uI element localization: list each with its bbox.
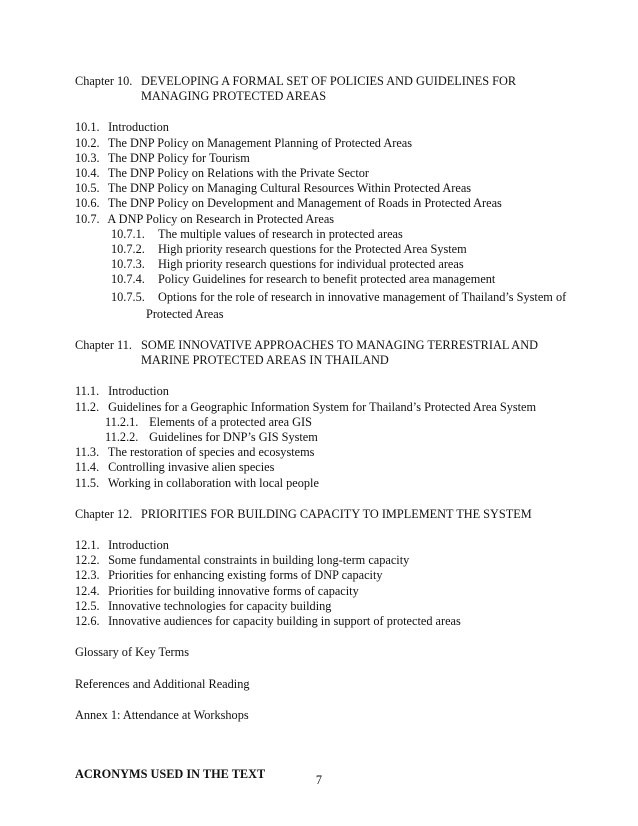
entry-text: Innovative audiences for capacity building in support of protected areas bbox=[108, 614, 461, 629]
entry-text: Guidelines for a Geographic Information System for Thailand’s Protected Area System bbox=[108, 399, 537, 414]
chapter-11-items bbox=[75, 384, 575, 490]
entry-text: The DNP Policy for Tourism bbox=[107, 150, 250, 165]
subentry-number: 11.2.2. bbox=[105, 430, 139, 445]
entry-number: 10.1. bbox=[75, 120, 100, 135]
toc-entry bbox=[75, 212, 575, 227]
toc-entry bbox=[75, 196, 575, 211]
toc-entry bbox=[75, 166, 575, 181]
chapter-10-items bbox=[75, 120, 575, 322]
chapter-title: SOME INNOVATIVE APPROACHES TO MANAGING TERRESTRIAL AND bbox=[141, 338, 538, 353]
subentry-text: The multiple values of research in protected areas bbox=[158, 226, 403, 241]
chapter-title-cont: MARINE PROTECTED AREAS IN THAILAND bbox=[141, 353, 389, 368]
entry-text: Introduction bbox=[108, 384, 169, 399]
entry-text: The DNP Policy on Development and Management of Roads in Protected Areas bbox=[107, 196, 502, 211]
toc-entry bbox=[75, 476, 575, 491]
subentry-number: 11.2.1. bbox=[105, 414, 139, 429]
entry-number: 10.5. bbox=[75, 181, 100, 196]
entry-number: 12.5. bbox=[75, 598, 100, 613]
entry-number: 12.3. bbox=[75, 568, 100, 583]
entry-number: 11.4. bbox=[75, 460, 100, 475]
subentry-number: 10.7.5. bbox=[111, 289, 145, 304]
subentry-text: High priority research questions for the Protected Area System bbox=[158, 242, 467, 257]
toc-subentry bbox=[75, 272, 575, 287]
entry-text: Innovative technologies for capacity building bbox=[108, 598, 332, 613]
chapter-12-items bbox=[75, 538, 575, 629]
subentry-number: 10.7.3. bbox=[111, 257, 145, 272]
toc-subentry bbox=[75, 430, 575, 445]
subentry-text: Options for the role of research in innovative management of Thailand’s System of bbox=[158, 289, 567, 304]
toc-subentry bbox=[75, 415, 575, 430]
toc-entry bbox=[75, 568, 575, 583]
toc-entry bbox=[75, 614, 575, 629]
entry-text: Some fundamental constraints in building long-term capacity bbox=[108, 553, 410, 568]
toc-entry bbox=[75, 538, 575, 553]
page-number: 7 bbox=[315, 773, 323, 787]
toc-entry bbox=[75, 384, 575, 399]
subentry-text: Policy Guidelines for research to benefit protected area management bbox=[158, 272, 496, 287]
toc-entry bbox=[75, 599, 575, 614]
subentry-number: 10.7.2. bbox=[111, 242, 145, 257]
toc-entry bbox=[75, 120, 575, 135]
subentry-text: Guidelines for DNP’s GIS System bbox=[149, 430, 318, 445]
entry-number: 12.4. bbox=[75, 583, 100, 598]
chapter-label: Chapter 11. bbox=[75, 338, 132, 353]
entry-text: The DNP Policy on Management Planning of Protected Areas bbox=[107, 135, 413, 150]
entry-text: A DNP Policy on Research in Protected Areas bbox=[107, 211, 335, 226]
entry-text: The DNP Policy on Relations with the Private Sector bbox=[107, 166, 370, 181]
chapter-label: Chapter 10. bbox=[75, 74, 133, 88]
entry-number: 11.3. bbox=[75, 445, 100, 460]
toc-entry bbox=[75, 553, 575, 568]
subentry-number: 10.7.4. bbox=[111, 272, 145, 287]
subentry-number: 10.7.1. bbox=[111, 226, 145, 241]
glossary-entry: Glossary of Key Terms bbox=[75, 645, 190, 660]
toc-entry bbox=[75, 181, 575, 196]
chapter-title: DEVELOPING A FORMAL SET OF POLICIES AND GUIDELINES FOR bbox=[141, 74, 517, 88]
toc-entry bbox=[75, 136, 575, 151]
entry-text: Introduction bbox=[108, 120, 169, 135]
entry-number: 10.7. bbox=[75, 211, 100, 226]
entry-text: Priorities for building innovative forms of capacity bbox=[108, 583, 359, 598]
toc-subentry bbox=[75, 257, 575, 272]
entry-text: Controlling invasive alien species bbox=[108, 460, 275, 475]
entry-number: 12.2. bbox=[75, 553, 100, 568]
toc-entry bbox=[75, 151, 575, 166]
subentry-text: High priority research questions for individual protected areas bbox=[158, 257, 464, 272]
chapter-title-cont: MANAGING PROTECTED AREAS bbox=[141, 89, 327, 104]
acronyms-heading: ACRONYMS USED IN THE TEXT bbox=[75, 766, 266, 781]
toc-subentry bbox=[75, 290, 575, 305]
entry-number: 10.6. bbox=[75, 196, 100, 211]
subentry-text: Elements of a protected area GIS bbox=[149, 414, 312, 429]
chapter-label: Chapter 12. bbox=[75, 506, 133, 521]
toc-entry bbox=[75, 400, 575, 415]
entry-text: The DNP Policy on Managing Cultural Resources Within Protected Areas bbox=[107, 181, 472, 196]
entry-text: Introduction bbox=[108, 538, 169, 553]
toc-page bbox=[75, 74, 575, 782]
references-entry: References and Additional Reading bbox=[75, 676, 250, 691]
entry-text: Priorities for enhancing existing forms of DNP capacity bbox=[108, 568, 383, 583]
entry-text: The restoration of species and ecosystems bbox=[107, 445, 315, 460]
annex-entry: Annex 1: Attendance at Workshops bbox=[75, 707, 249, 722]
chapter-11-heading bbox=[75, 338, 575, 368]
chapter-10-heading bbox=[75, 74, 575, 104]
entry-number: 10.2. bbox=[75, 135, 100, 150]
toc-subentry bbox=[75, 242, 575, 257]
entry-number: 11.1. bbox=[75, 384, 100, 399]
entry-number: 10.4. bbox=[75, 166, 100, 181]
chapter-12-heading bbox=[75, 507, 575, 522]
entry-number: 10.3. bbox=[75, 150, 100, 165]
toc-entry bbox=[75, 460, 575, 475]
entry-number: 12.1. bbox=[75, 538, 100, 553]
entry-number: 11.5. bbox=[75, 475, 100, 490]
entry-number: 12.6. bbox=[75, 614, 100, 629]
toc-entry bbox=[75, 584, 575, 599]
toc-subentry bbox=[75, 227, 575, 242]
toc-entry bbox=[75, 445, 575, 460]
subentry-text-cont: Protected Areas bbox=[146, 306, 224, 321]
entry-text: Working in collaboration with local people bbox=[107, 475, 319, 490]
chapter-title: PRIORITIES FOR BUILDING CAPACITY TO IMPLEMENT THE SYSTEM bbox=[141, 506, 532, 521]
entry-number: 11.2. bbox=[75, 399, 100, 414]
